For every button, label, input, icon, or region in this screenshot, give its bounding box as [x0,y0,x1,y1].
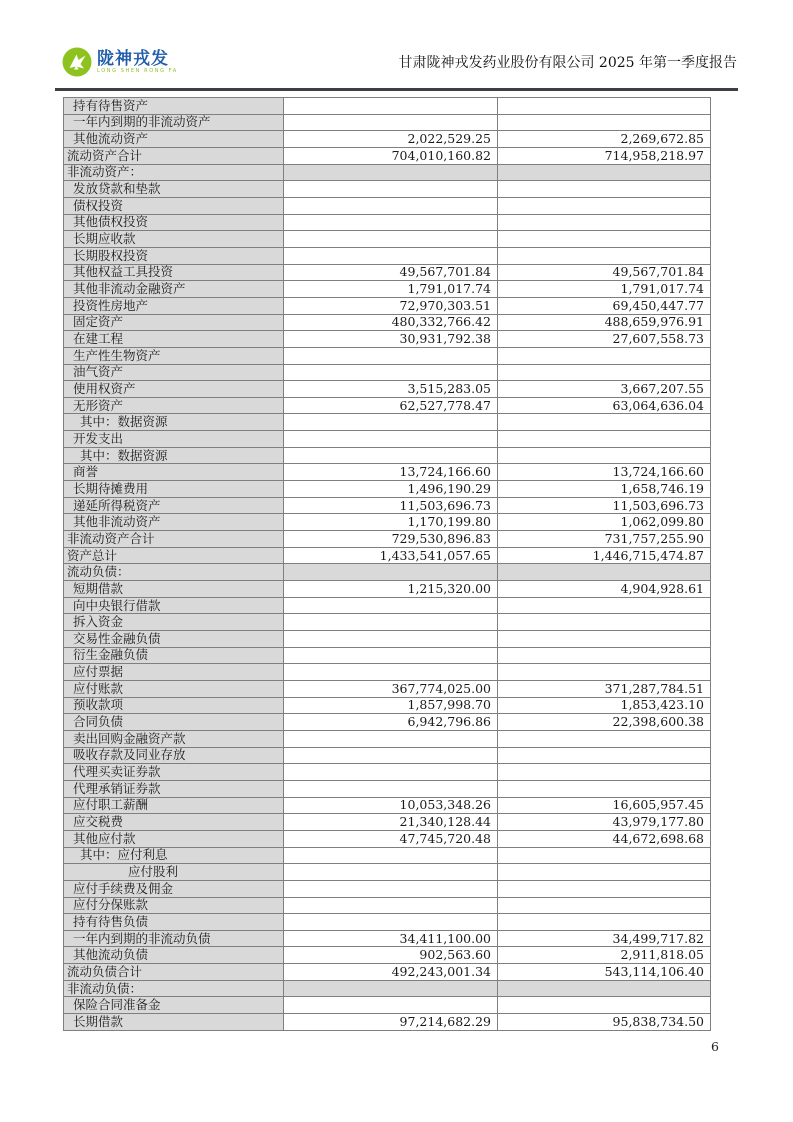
value-period-begin: 731,757,255.90 [498,531,711,548]
row-label: 其他非流动金融资产 [64,281,284,298]
row-label: 代理买卖证券款 [64,764,284,781]
value-period-end [284,98,498,115]
row-label: 吸收存款及同业存放 [64,747,284,764]
row-label: 生产性生物资产 [64,347,284,364]
row-label: 固定资产 [64,314,284,331]
value-period-end: 492,243,001.34 [284,964,498,981]
table-row [64,98,711,115]
value-period-begin [498,880,711,897]
value-period-begin [498,764,711,781]
value-period-begin: 49,567,701.84 [498,264,711,281]
table-row [64,214,711,231]
value-period-end: 72,970,303.51 [284,297,498,314]
table-row [64,264,711,281]
value-period-end [284,247,498,264]
table-row [64,880,711,897]
row-label: 流动负债： [64,564,284,581]
table-row [64,980,711,997]
value-period-begin [498,364,711,381]
value-period-end [284,880,498,897]
value-period-begin: 69,450,447.77 [498,297,711,314]
value-period-end [284,780,498,797]
value-period-end: 729,530,896.83 [284,531,498,548]
balance-sheet-table [63,97,711,1031]
row-label: 其中：应付利息 [64,847,284,864]
value-period-begin: 4,904,928.61 [498,581,711,598]
table-row [64,814,711,831]
value-period-end [284,664,498,681]
row-label: 非流动资产： [64,164,284,181]
table-row [64,564,711,581]
value-period-end: 480,332,766.42 [284,314,498,331]
value-period-end [284,614,498,631]
value-period-begin: 2,911,818.05 [498,947,711,964]
row-label: 应付股利 [64,864,284,881]
table-row [64,181,711,198]
value-period-end [284,197,498,214]
value-period-begin [498,197,711,214]
value-period-end: 6,942,796.86 [284,714,498,731]
value-period-end [284,164,498,181]
value-period-begin [498,431,711,448]
value-period-begin [498,597,711,614]
table-row [64,581,711,598]
value-period-begin [498,614,711,631]
value-period-begin [498,231,711,248]
value-period-begin: 1,062,099.80 [498,514,711,531]
row-label: 使用权资产 [64,381,284,398]
row-label: 非流动负债： [64,980,284,997]
table-row [64,531,711,548]
table-row [64,614,711,631]
value-period-end: 367,774,025.00 [284,680,498,697]
row-label: 持有待售资产 [64,98,284,115]
header-divider [55,88,738,91]
value-period-begin: 13,724,166.60 [498,464,711,481]
value-period-end [284,631,498,648]
table-row [64,497,711,514]
brand-name-cn: 陇神戎发 [97,49,169,69]
table-row [64,297,711,314]
value-period-begin [498,347,711,364]
value-period-end [284,864,498,881]
table-row [64,347,711,364]
row-label: 其他非流动资产 [64,514,284,531]
value-period-end [284,447,498,464]
value-period-end [284,414,498,431]
value-period-end: 62,527,778.47 [284,397,498,414]
value-period-end: 47,745,720.48 [284,830,498,847]
row-label: 卖出回购金融资产款 [64,730,284,747]
value-period-begin: 27,607,558.73 [498,331,711,348]
logo-text [97,50,178,74]
table-row [64,247,711,264]
value-period-end [284,114,498,131]
value-period-begin [498,631,711,648]
table-row [64,197,711,214]
balance-sheet-body [64,98,711,1031]
value-period-end: 1,215,320.00 [284,581,498,598]
table-row [64,447,711,464]
logo-crane-icon [62,47,92,77]
value-period-begin: 95,838,734.50 [498,1014,711,1031]
value-period-begin: 22,398,600.38 [498,714,711,731]
brand-name-en: LONG SHEN RONG FA [97,68,178,74]
row-label: 应交税费 [64,814,284,831]
row-label: 其他权益工具投资 [64,264,284,281]
row-label: 向中央银行借款 [64,597,284,614]
value-period-end: 10,053,348.26 [284,797,498,814]
value-period-begin [498,914,711,931]
value-period-end: 1,496,190.29 [284,481,498,498]
value-period-end: 49,567,701.84 [284,264,498,281]
value-period-end: 21,340,128.44 [284,814,498,831]
value-period-end: 1,433,541,057.65 [284,547,498,564]
value-period-end [284,764,498,781]
row-label: 拆入资金 [64,614,284,631]
row-label: 流动负债合计 [64,964,284,981]
value-period-begin: 714,958,218.97 [498,147,711,164]
value-period-begin: 543,114,106.40 [498,964,711,981]
row-label: 开发支出 [64,431,284,448]
table-row [64,914,711,931]
value-period-begin: 1,658,746.19 [498,481,711,498]
table-row [64,314,711,331]
value-period-end [284,181,498,198]
row-label: 投资性房地产 [64,297,284,314]
table-row [64,364,711,381]
value-period-end: 3,515,283.05 [284,381,498,398]
value-period-begin: 2,269,672.85 [498,131,711,148]
table-row [64,331,711,348]
value-period-end: 704,010,160.82 [284,147,498,164]
row-label: 在建工程 [64,331,284,348]
value-period-end [284,847,498,864]
table-row [64,481,711,498]
value-period-end [284,431,498,448]
value-period-end [284,597,498,614]
row-label: 流动资产合计 [64,147,284,164]
value-period-begin: 63,064,636.04 [498,397,711,414]
table-row [64,514,711,531]
value-period-begin: 11,503,696.73 [498,497,711,514]
value-period-end: 34,411,100.00 [284,930,498,947]
table-row [64,964,711,981]
table-row [64,930,711,947]
value-period-end [284,347,498,364]
value-period-end [284,364,498,381]
table-row [64,747,711,764]
table-row [64,231,711,248]
row-label: 其他债权投资 [64,214,284,231]
row-label: 债权投资 [64,197,284,214]
row-label: 应付手续费及佣金 [64,880,284,897]
value-period-end [284,914,498,931]
table-row [64,797,711,814]
table-row [64,1014,711,1031]
value-period-begin [498,747,711,764]
table-row [64,764,711,781]
row-label: 长期待摊费用 [64,481,284,498]
row-label: 应付账款 [64,680,284,697]
company-logo [62,47,178,77]
table-row [64,830,711,847]
row-label: 合同负债 [64,714,284,731]
row-label: 油气资产 [64,364,284,381]
value-period-begin: 1,853,423.10 [498,697,711,714]
row-label: 代理承销证券款 [64,780,284,797]
row-label: 应付分保账款 [64,897,284,914]
value-period-begin [498,730,711,747]
row-label: 非流动资产合计 [64,531,284,548]
table-row [64,864,711,881]
value-period-begin: 34,499,717.82 [498,930,711,947]
value-period-end: 1,857,998.70 [284,697,498,714]
value-period-begin [498,897,711,914]
value-period-end: 1,170,199.80 [284,514,498,531]
value-period-begin [498,164,711,181]
row-label: 短期借款 [64,581,284,598]
table-row [64,597,711,614]
table-row [64,631,711,648]
value-period-end [284,231,498,248]
report-title: 甘肃陇神戎发药业股份有限公司 2025 年第一季度报告 [398,55,737,71]
row-label: 长期应收款 [64,231,284,248]
row-label: 长期股权投资 [64,247,284,264]
value-period-end [284,730,498,747]
value-period-end [284,747,498,764]
table-row [64,647,711,664]
value-period-begin: 1,791,017.74 [498,281,711,298]
value-period-end: 30,931,792.38 [284,331,498,348]
value-period-begin [498,780,711,797]
row-label: 其中：数据资源 [64,447,284,464]
value-period-begin [498,864,711,881]
table-row [64,147,711,164]
value-period-begin [498,98,711,115]
value-period-begin [498,414,711,431]
row-label: 长期借款 [64,1014,284,1031]
row-label: 应付票据 [64,664,284,681]
row-label: 持有待售负债 [64,914,284,931]
table-row [64,664,711,681]
table-row [64,697,711,714]
row-label: 无形资产 [64,397,284,414]
row-label: 资产总计 [64,547,284,564]
value-period-end [284,647,498,664]
value-period-begin [498,564,711,581]
value-period-begin: 488,659,976.91 [498,314,711,331]
value-period-begin [498,447,711,464]
table-row [64,464,711,481]
value-period-end: 902,563.60 [284,947,498,964]
value-period-begin [498,214,711,231]
table-row [64,780,711,797]
row-label: 其他应付款 [64,830,284,847]
value-period-begin [498,997,711,1014]
value-period-begin: 16,605,957.45 [498,797,711,814]
row-label: 其他流动负债 [64,947,284,964]
value-period-begin [498,247,711,264]
value-period-begin [498,980,711,997]
table-row [64,897,711,914]
page-number: 6 [711,1039,719,1054]
table-row [64,997,711,1014]
table-row [64,847,711,864]
table-row [64,714,711,731]
table-row [64,414,711,431]
value-period-begin [498,664,711,681]
table-row [64,131,711,148]
value-period-end: 2,022,529.25 [284,131,498,148]
value-period-end: 97,214,682.29 [284,1014,498,1031]
value-period-end [284,997,498,1014]
row-label: 发放贷款和垫款 [64,181,284,198]
value-period-end: 11,503,696.73 [284,497,498,514]
row-label: 递延所得税资产 [64,497,284,514]
value-period-begin: 1,446,715,474.87 [498,547,711,564]
table-row [64,114,711,131]
table-row [64,947,711,964]
row-label: 保险合同准备金 [64,997,284,1014]
row-label: 商誉 [64,464,284,481]
row-label: 一年内到期的非流动资产 [64,114,284,131]
value-period-end [284,214,498,231]
table-row [64,547,711,564]
value-period-end [284,980,498,997]
row-label: 应付职工薪酬 [64,797,284,814]
value-period-begin: 371,287,784.51 [498,680,711,697]
table-row [64,431,711,448]
value-period-begin [498,647,711,664]
table-row [64,164,711,181]
row-label: 一年内到期的非流动负债 [64,930,284,947]
value-period-begin [498,847,711,864]
value-period-end [284,564,498,581]
value-period-begin [498,114,711,131]
value-period-end [284,897,498,914]
value-period-begin: 44,672,698.68 [498,830,711,847]
value-period-end: 13,724,166.60 [284,464,498,481]
table-row [64,381,711,398]
value-period-begin [498,181,711,198]
table-row [64,397,711,414]
row-label: 预收款项 [64,697,284,714]
value-period-begin: 43,979,177.80 [498,814,711,831]
table-row [64,680,711,697]
value-period-begin: 3,667,207.55 [498,381,711,398]
table-row [64,281,711,298]
page-header [62,44,737,80]
value-period-end: 1,791,017.74 [284,281,498,298]
row-label: 交易性金融负债 [64,631,284,648]
table-row [64,730,711,747]
row-label: 其他流动资产 [64,131,284,148]
row-label: 衍生金融负债 [64,647,284,664]
row-label: 其中：数据资源 [64,414,284,431]
